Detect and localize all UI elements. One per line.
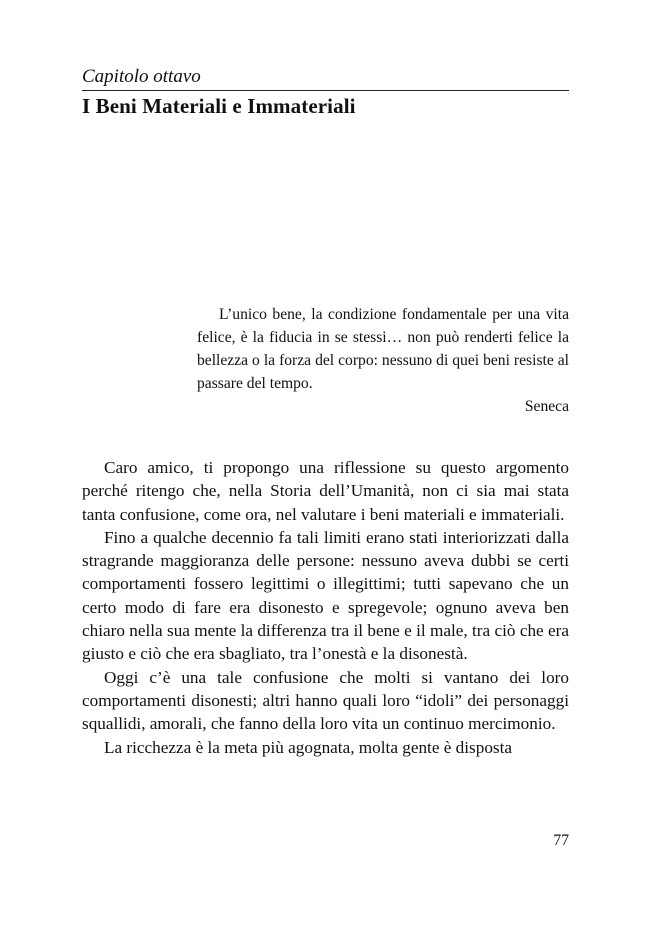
chapter-title: I Beni Materiali e Immateriali [82, 94, 356, 118]
chapter-label: Capitolo ottavo [82, 66, 201, 87]
header-rule [82, 90, 569, 91]
paragraph: La ricchezza è la meta più agognata, molta gente è disposta [104, 737, 513, 757]
paragraph: Fino a qualche decennio fa tali limiti erano stati interiorizzati dalla stragrande maggioranza delle persone: nessuno aveva dubbi se certi comportamenti fossero legittimi o illegittimi; tutti sapevano che un certo modo di fare era disonesto e spregevole; ognuno aveva ben chiaro nella sua mente la differenza tra il bene e il male, tra ciò che era giusto e ciò che era sbagliato, tra l’onestà e la disonestà. [82, 527, 569, 664]
epigraph-quote: L’unico bene, la condizione fondamentale per una vita felice, è la fiducia in se stessi… non può renderti felice la bellezza o la forza del corpo: nessuno di quei beni resiste al passare del tempo. [197, 306, 569, 392]
epigraph [197, 303, 569, 418]
paragraph: Caro amico, ti propongo una riflessione su questo argomento perché ritengo che, nella Storia dell’Umanità, non ci sia mai stata tanta confusione, come ora, nel valutare i beni materiali e immateriali. [82, 458, 569, 524]
paragraph: Oggi c’è una tale confusione che molti si vantano dei loro comportamenti disonesti; altri hanno quali loro “idoli” dei personaggi squallidi, amorali, che fanno della loro vita un continuo mercimonio. [82, 667, 569, 734]
epigraph-author: Seneca [524, 398, 569, 415]
body-text [82, 456, 569, 759]
page-number: 77 [553, 832, 569, 849]
